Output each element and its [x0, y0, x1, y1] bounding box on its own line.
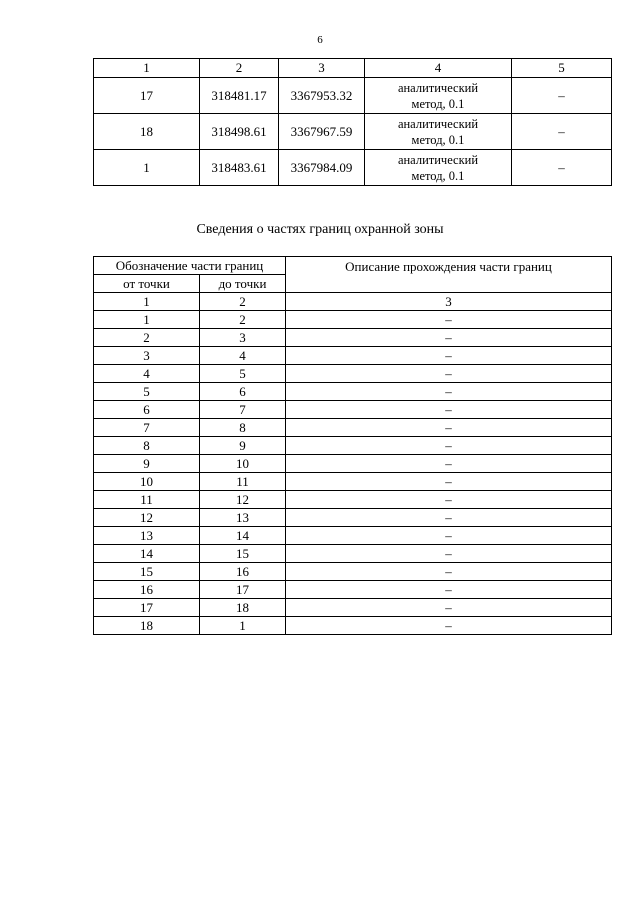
table-row — [94, 437, 612, 455]
method-line: аналитический — [397, 80, 479, 95]
from-point: 4 — [94, 365, 200, 383]
to-point: 10 — [200, 455, 286, 473]
to-point: 8 — [200, 419, 286, 437]
table-row — [94, 329, 612, 347]
to-point: 5 — [200, 365, 286, 383]
coordinates-table — [93, 58, 612, 186]
point-number: 17 — [94, 78, 200, 114]
coords-header-cell: 4 — [365, 59, 512, 78]
table-row — [94, 419, 612, 437]
section-title: Сведения о частях границ охранной зоны — [196, 222, 444, 237]
part-description: – — [286, 617, 612, 635]
table-row — [94, 347, 612, 365]
to-point: 6 — [200, 383, 286, 401]
coord-x: 318483.61 — [200, 150, 279, 186]
from-point-header: от точки — [94, 275, 200, 293]
part-description: – — [286, 491, 612, 509]
part-description: – — [286, 419, 612, 437]
coords-header-cell: 3 — [279, 59, 365, 78]
to-point: 14 — [200, 527, 286, 545]
method-cell — [365, 150, 512, 186]
table-row — [94, 114, 612, 150]
method-line: метод, 0.1 — [411, 168, 465, 183]
from-point: 12 — [94, 509, 200, 527]
to-point: 12 — [200, 491, 286, 509]
boundary-parts-table — [93, 256, 612, 635]
coord-y: 3367984.09 — [279, 150, 365, 186]
to-point-header: до точки — [200, 275, 286, 293]
table-row — [94, 581, 612, 599]
table-row — [94, 527, 612, 545]
part-description: – — [286, 383, 612, 401]
part-description: – — [286, 581, 612, 599]
part-description: – — [286, 329, 612, 347]
from-point: 1 — [94, 311, 200, 329]
coords-header-cell: 1 — [94, 59, 200, 78]
numbering-cell: 2 — [200, 293, 286, 311]
part-description: – — [286, 473, 612, 491]
part-description: – — [286, 599, 612, 617]
point-number: 18 — [94, 114, 200, 150]
table-row — [94, 150, 612, 186]
table-row — [94, 509, 612, 527]
point-number: 1 — [94, 150, 200, 186]
part-description: – — [286, 365, 612, 383]
from-point: 17 — [94, 599, 200, 617]
table-row — [94, 563, 612, 581]
parts-numbering-row — [94, 293, 612, 311]
from-point: 2 — [94, 329, 200, 347]
part-description: – — [286, 455, 612, 473]
from-point: 10 — [94, 473, 200, 491]
part-description: – — [286, 347, 612, 365]
part-description: – — [286, 509, 612, 527]
to-point: 15 — [200, 545, 286, 563]
coords-header-cell: 2 — [200, 59, 279, 78]
from-point: 7 — [94, 419, 200, 437]
table-row — [94, 455, 612, 473]
table-row — [94, 78, 612, 114]
table-row — [94, 473, 612, 491]
coords-header-row — [94, 59, 612, 78]
method-line: аналитический — [397, 152, 479, 167]
from-point: 16 — [94, 581, 200, 599]
coord-y: 3367967.59 — [279, 114, 365, 150]
from-point: 11 — [94, 491, 200, 509]
to-point: 11 — [200, 473, 286, 491]
from-point: 18 — [94, 617, 200, 635]
part-description: – — [286, 401, 612, 419]
table-row — [94, 617, 612, 635]
to-point: 18 — [200, 599, 286, 617]
part-description: – — [286, 545, 612, 563]
method-cell — [365, 78, 512, 114]
from-point: 15 — [94, 563, 200, 581]
part-description: – — [286, 563, 612, 581]
to-point: 16 — [200, 563, 286, 581]
table-row — [94, 545, 612, 563]
to-point: 4 — [200, 347, 286, 365]
col5-value: – — [512, 114, 612, 150]
numbering-cell: 3 — [286, 293, 612, 311]
to-point: 1 — [200, 617, 286, 635]
from-point: 9 — [94, 455, 200, 473]
from-point: 13 — [94, 527, 200, 545]
part-description: – — [286, 437, 612, 455]
part-description: – — [286, 311, 612, 329]
table-row — [94, 599, 612, 617]
coord-x: 318481.17 — [200, 78, 279, 114]
col5-value: – — [512, 150, 612, 186]
to-point: 17 — [200, 581, 286, 599]
coord-y: 3367953.32 — [279, 78, 365, 114]
table-row — [94, 311, 612, 329]
from-point: 8 — [94, 437, 200, 455]
numbering-cell: 1 — [94, 293, 200, 311]
page-number: 6 — [317, 34, 323, 46]
from-point: 6 — [94, 401, 200, 419]
method-cell — [365, 114, 512, 150]
method-line: метод, 0.1 — [411, 96, 465, 111]
table-row — [94, 365, 612, 383]
coords-header-cell: 5 — [512, 59, 612, 78]
parts-header-row — [94, 257, 612, 275]
to-point: 13 — [200, 509, 286, 527]
description-header: Описание прохождения части границ — [286, 257, 612, 293]
to-point: 2 — [200, 311, 286, 329]
to-point: 9 — [200, 437, 286, 455]
method-line: аналитический — [397, 116, 479, 131]
table-row — [94, 401, 612, 419]
part-description: – — [286, 527, 612, 545]
from-point: 14 — [94, 545, 200, 563]
coord-x: 318498.61 — [200, 114, 279, 150]
to-point: 3 — [200, 329, 286, 347]
col5-value: – — [512, 78, 612, 114]
group-header: Обозначение части границ — [94, 257, 286, 275]
from-point: 5 — [94, 383, 200, 401]
table-row — [94, 491, 612, 509]
method-line: метод, 0.1 — [411, 132, 465, 147]
table-row — [94, 383, 612, 401]
to-point: 7 — [200, 401, 286, 419]
from-point: 3 — [94, 347, 200, 365]
